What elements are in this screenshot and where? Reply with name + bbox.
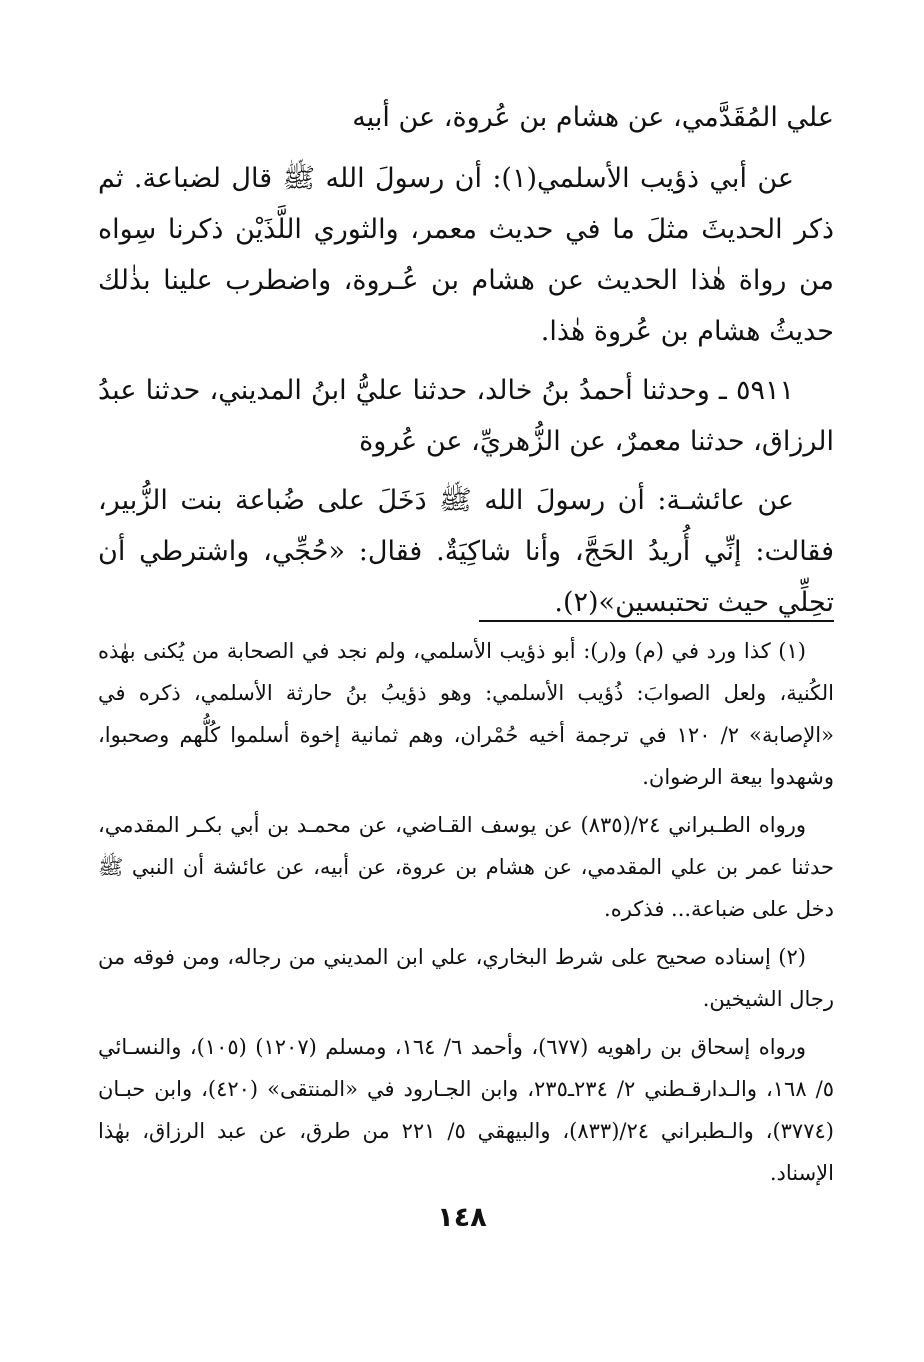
footnote-paragraph: ورواه إسحاق بن راهويه (٦٧٧)، وأحمد ٦/ ١٦٤، ومسلم (١٢٠٧) (١٠٥)، والنسـائي ٥/ ١٦٨، والـدارقـطني ٢/ ٢٣٤ـ٢٣٥، وابن الجـارود في «المنتقى» (٤٢٠)، وابن حبـان (٣٧٧٤)، والـطبراني ٢٤/(٨٣٣)، والبيهقي ٥/ ٢٢١ من طرق، عن عبد الرزاق، بهٰذا الإسناد.: [98, 1035, 834, 1185]
main-paragraph: عن أبي ذؤيب الأسلمي(١): أن رسولَ الله ﷺ قال لضباعة. ثم ذكر الحديثَ مثلَ ما في حديث معمر، والثوري اللَّذَيْن ذكرنا سِواه من رواة هٰذا الحديث عن هشام بن عُـروة، واضطرب علينا بذٰلك حديثُ هشام بن عُروة هٰذا.: [98, 163, 834, 347]
footnote-paragraph: (٢) إسناده صحيح على شرط البخاري، علي ابن المديني من رجاله، ومن فوقه من رجال الشيخين.: [98, 945, 834, 1011]
footnote-paragraph: ورواه الطـبراني ٢٤/(٨٣٥) عن يوسف القـاضي، عن محمـد بن أبي بكـر المقدمي، حدثنا عمر بن علي المقدمي، عن هشام بن عروة، عن أبيه، عن عائشة أن النبي ﷺ دخل على ضباعة... فذكره.: [98, 813, 834, 921]
footnote-paragraph: (١) كذا ورد في (م) و(ر): أبو ذؤيب الأسلمي، ولم نجد في الصحابة من يُكنى بهٰذه الكُنية، ولعل الصوابَ: ذُؤيب الأسلمي: وهو ذؤيبُ بنُ حارثة الأسلمي، ذكره في «الإصابة» ٢/ ١٢٠ في ترجمة أخيه حُمْران، وهم ثمانية إخوة أسلموا كُلُّهم وصحبوا، وشهدوا بيعة الرضوان.: [98, 639, 834, 789]
hadith-paragraph: ٥٩١١ ـ وحدثنا أحمدُ بنُ خالد، حدثنا عليُّ ابنُ المديني، حدثنا عبدُ الرزاق، حدثنا معمرٌ، عن الزُّهريِّ، عن عُروة: [98, 375, 834, 457]
footnotes: [98, 630, 834, 1200]
main-text: [98, 92, 834, 636]
main-paragraph: علي المُقَدَّمي، عن هشام بن عُروة، عن أبيه: [352, 102, 834, 133]
main-paragraph: عن عائشـة: أن رسولَ الله ﷺ دَخَلَ على ضُباعة بنت الزُّبير، فقالت: إنِّي أُريدُ الحَجَّ، وأنا شاكِيَةٌ. فقال: «حُجِّي، واشترطي أن تحِلِّي حيث تحتبسين»(٢).: [98, 485, 834, 618]
page-number: ١٤٨: [437, 1202, 487, 1233]
footnote-divider: [479, 620, 834, 622]
